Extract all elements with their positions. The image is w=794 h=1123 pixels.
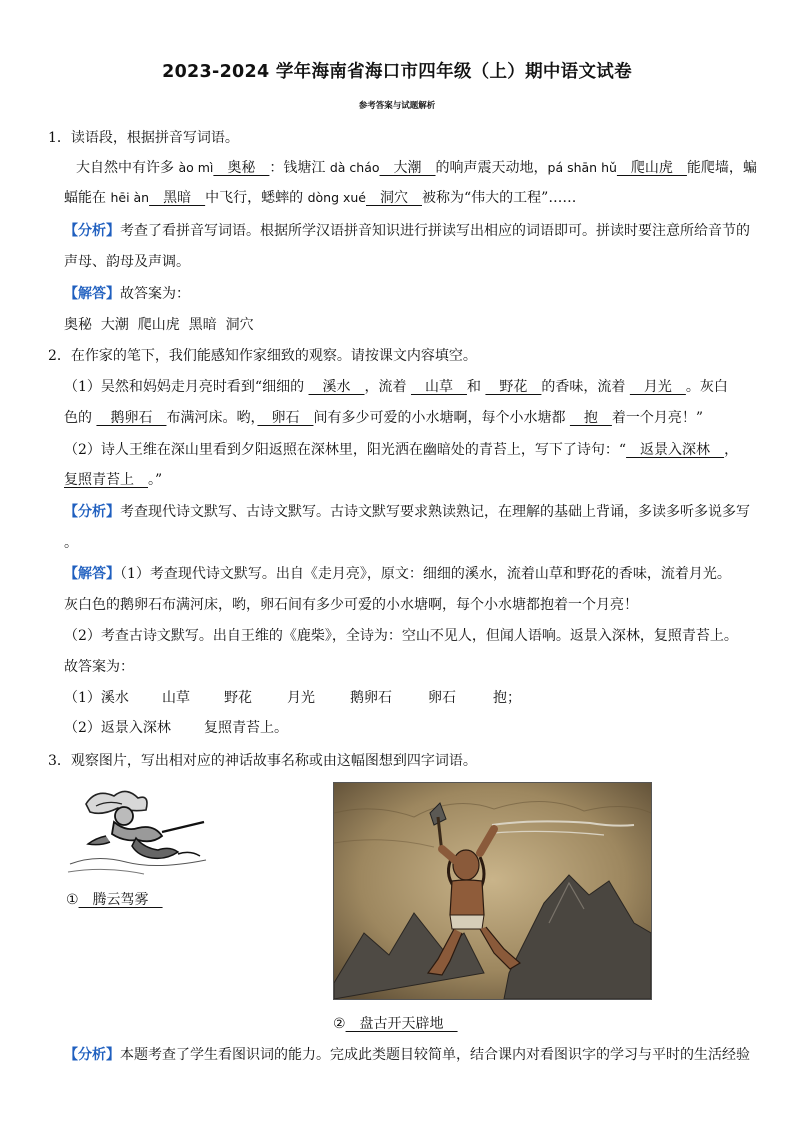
q1-text: 的响声震天动地，	[435, 160, 548, 176]
q2-text: 和	[466, 379, 486, 395]
answer-blank: 洞穴	[366, 190, 422, 206]
answer-blank: 奥秘	[213, 160, 270, 176]
pinyin: hēi àn	[110, 190, 150, 205]
q2-text: 布满河床。哟，	[166, 410, 258, 426]
q2-line-4	[64, 470, 162, 490]
pinyin: dòng xué	[307, 190, 366, 205]
answer-blank: 抱	[569, 410, 612, 426]
q2-analysis-cont: 。	[64, 535, 78, 551]
q2-text: 间有多少可爱的小水塘啊，每个小水塘都	[313, 410, 570, 426]
answer-cell: 卵石	[428, 690, 456, 706]
q1-analysis-cont: 声母、韵母及声调。	[64, 254, 190, 270]
answer-blank: 盘古开天辟地	[345, 1016, 458, 1032]
pinyin: pá shān hǔ	[547, 160, 617, 175]
answer-cell: 抱；	[493, 690, 521, 706]
q2-answer-row-1	[64, 688, 521, 708]
analysis-text: 考查了看拼音写词语。根据所学汉语拼音知识进行拼读写出相应的词语即可。拼读时要注意所给音节的	[120, 223, 750, 239]
solution-tag: 【解答】	[64, 286, 120, 302]
q2-solution	[64, 564, 731, 584]
q1-paragraph-line-2	[64, 188, 576, 208]
q2-text: 。”	[148, 472, 163, 488]
solution-tag: 【解答】	[64, 566, 120, 582]
analysis-tag: 【分析】	[64, 223, 120, 239]
q2-text: （1）吴然和妈妈走月亮时看到“细细的	[64, 379, 309, 395]
q2-analysis	[64, 502, 750, 522]
answer-cell: 野花	[224, 690, 252, 706]
answer-blank: 复照青苔上	[64, 472, 148, 488]
q2-solution-line-2: 灰白色的鹅卵石布满河床，哟，卵石间有多少可爱的小水塘啊，每个小水塘都抱着一个月亮！	[64, 597, 638, 613]
caption-number: ②	[333, 1016, 346, 1032]
q1-text: 中飞行，蟋蟀的	[205, 190, 308, 206]
q1-text: ：钱塘江	[269, 160, 330, 176]
q2-solution-line-4: 故答案为：	[64, 659, 134, 675]
q1-text: 大自然中有许多	[76, 160, 179, 176]
q2-answer-row-2	[64, 718, 288, 738]
analysis-tag: 【分析】	[64, 1047, 120, 1063]
q2-line-3	[64, 440, 738, 460]
pinyin: dà cháo	[329, 160, 380, 175]
answer-blank: 山草	[410, 379, 467, 395]
q1-analysis	[64, 221, 750, 241]
q3-stem: 3．观察图片，写出相对应的神话故事名称或由这幅图想到四字词语。	[48, 753, 477, 769]
caption-2	[333, 1013, 458, 1033]
caption-number: ①	[66, 892, 79, 908]
q2-line-2	[64, 408, 703, 428]
q1-paragraph-line-1	[76, 158, 757, 178]
answer-blank: 月光	[629, 379, 686, 395]
answer-blank: 鹅卵石	[96, 410, 167, 426]
q2-text: ，流着	[364, 379, 411, 395]
answer-blank: 爬山虎	[616, 160, 687, 176]
q1-answers: 奥秘 大潮 爬山虎 黑暗 洞穴	[64, 317, 254, 333]
analysis-text: 本题考查了学生看图识词的能力。完成此类题目较简单，结合课内对看图识字的学习与平时的生活经验	[120, 1047, 750, 1063]
answer-cell: 月光	[287, 690, 315, 706]
cloud-rider-illustration	[66, 782, 210, 878]
q1-solution	[64, 284, 190, 304]
answer-cell: 鹅卵石	[350, 690, 392, 706]
caption-1	[66, 889, 163, 909]
q1-text: 蝠能在	[64, 190, 111, 206]
solution-text: （1）考查现代诗文默写。出自《走月亮》，原文：细细的溪水，流着山草和野花的香味，流着月光。	[120, 566, 731, 582]
answer-blank: 返景入深林	[626, 442, 725, 458]
q2-text: 。灰白	[685, 379, 728, 395]
pinyin: ào mì	[178, 160, 214, 175]
answer-blank: 黑暗	[149, 190, 206, 206]
q2-solution-line-3: （2）考查古诗文默写。出自王维的《鹿柴》，全诗为：空山不见人，但闻人语响。返景入深林，复照青苔上。	[64, 628, 738, 644]
answer-cell: 复照青苔上。	[204, 720, 288, 736]
q2-line-1	[64, 377, 728, 397]
answer-cell: （1）溪水	[64, 690, 129, 706]
q2-text: 色的	[64, 410, 97, 426]
page-title: 2023-2024 学年海南省海口市四年级（上）期中语文试卷	[162, 62, 632, 82]
q3-analysis	[64, 1045, 750, 1065]
q1-stem: 1．读语段，根据拼音写词语。	[48, 130, 239, 146]
q2-stem: 2．在作家的笔下，我们能感知作家细致的观察。请按课文内容填空。	[48, 348, 477, 364]
q1-text: 能爬墙，蝙	[686, 160, 757, 176]
q2-text: 着一个月亮！”	[611, 410, 704, 426]
analysis-tag: 【分析】	[64, 504, 120, 520]
answer-cell: 山草	[162, 690, 190, 706]
solution-text: 故答案为：	[120, 286, 190, 302]
answer-blank: 卵石	[257, 410, 314, 426]
q2-text: （2）诗人王维在深山里看到夕阳返照在深林里，阳光洒在幽暗处的青苔上，写下了诗句：“	[64, 442, 627, 458]
answer-blank: 溪水	[308, 379, 365, 395]
pangu-illustration	[333, 782, 652, 1000]
answer-blank: 大潮	[379, 160, 436, 176]
q1-text: 被称为“伟大的工程”……	[422, 190, 577, 206]
page-subtitle: 参考答案与试题解析	[358, 101, 436, 111]
answer-blank: 腾云驾雾	[78, 892, 163, 908]
answer-cell: （2）返景入深林	[64, 720, 171, 736]
q2-text: 的香味，流着	[541, 379, 630, 395]
analysis-text: 考查现代诗文默写、古诗文默写。古诗文默写要求熟读熟记，在理解的基础上背诵，多读多听多说多写	[120, 504, 750, 520]
answer-blank: 野花	[485, 379, 542, 395]
q2-text: ，	[724, 442, 739, 458]
